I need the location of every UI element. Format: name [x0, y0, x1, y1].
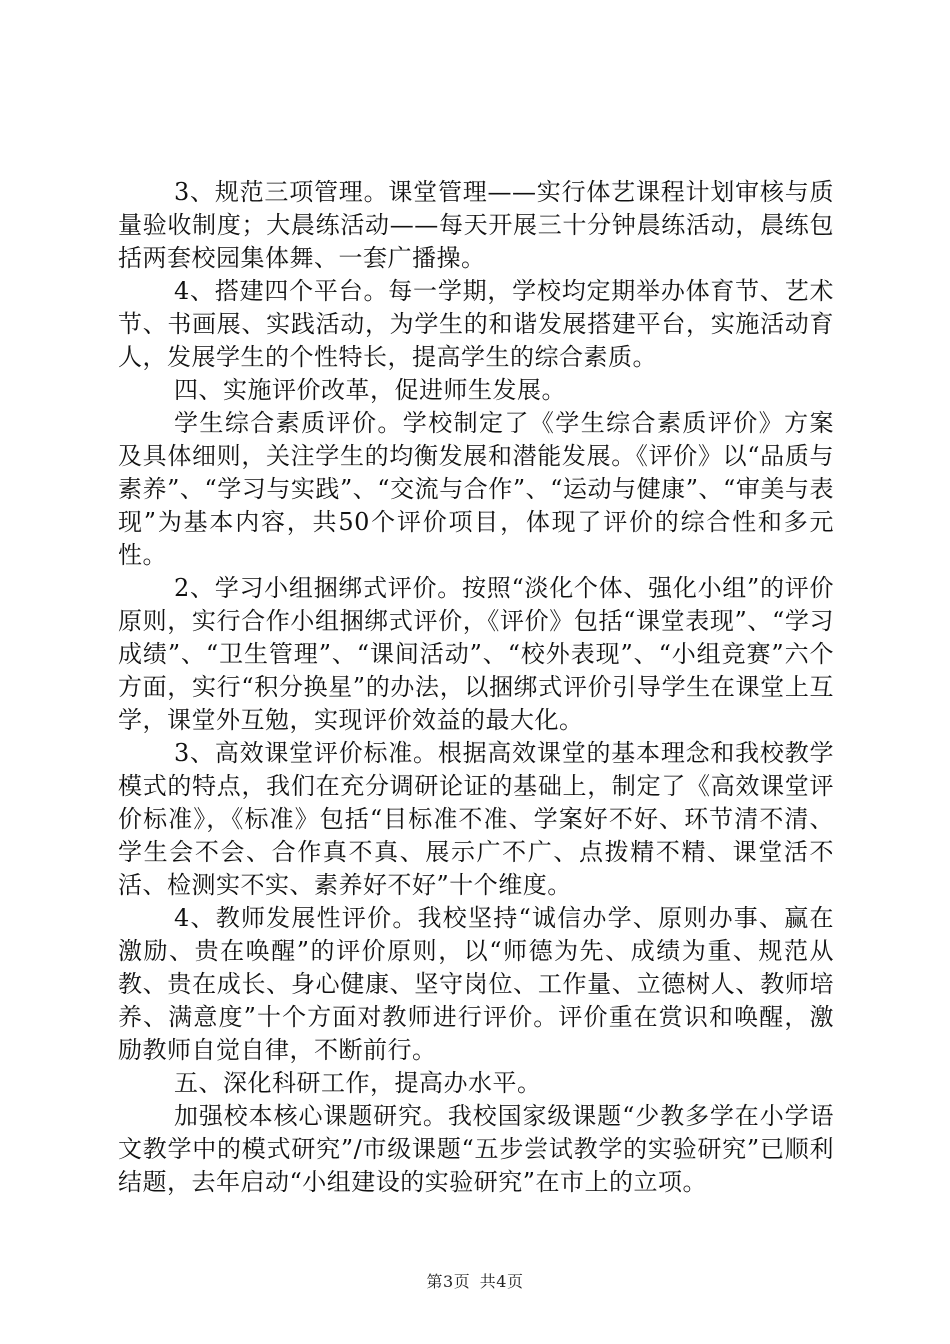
paragraph-teacher-evaluation: 4、教师发展性评价。我校坚持“诚信办学、原则办事、赢在激励、贵在唤醒”的评价原则，以“师德为先、成绩为重、规范从教、贵在成长、身心健康、坚守岗位、工作量、立德树人、教师培养、满意度”十个方面对教师进行评价。评价重在赏识和唤醒，激励教师自觉自律，不断前行。	[118, 904, 834, 1064]
paragraph-classroom-standard: 3、高效课堂评价标准。根据高效课堂的基本理念和我校教学模式的特点，我们在充分调研论证的基础上，制定了《高效课堂评价标准》，《标准》包括“目标准不准、学案好不好、环节清不清、学生会不会、合作真不真、展示广不广、点拨精不精、课堂活不活、检测实不实、素养好不好”十个维度。	[118, 739, 834, 899]
paragraph-group-evaluation: 2、学习小组捆绑式评价。按照“淡化个体、强化小组”的评价原则，实行合作小组捆绑式评价，《评价》包括“课堂表现”、“学习成绩”、“卫生管理”、“课间活动”、“校外表现”、“小组竞赛”六个方面，实行“积分换星”的办法，以捆绑式评价引导学生在课堂上互学，课堂外互勉，实现评价效益的最大化。	[118, 574, 834, 734]
page-total: 共4页	[479, 1272, 524, 1291]
document-body	[118, 176, 834, 1199]
page-footer	[0, 1272, 950, 1292]
paragraph-core-research: 加强校本核心课题研究。我校国家级课题“少教多学在小学语文教学中的模式研究”/市级课题“五步尝试教学的实验研究”已顺利结题，去年启动“小组建设的实验研究”在市上的立项。	[118, 1102, 834, 1196]
paragraph-sports-management: 3、规范三项管理。课堂管理——实行体艺课程计划审核与质量验收制度；大晨练活动——每天开展三十分钟晨练活动，晨练包括两套校园集体舞、一套广播操。	[118, 178, 834, 272]
section-heading-research: 五、深化科研工作，提高办水平。	[174, 1069, 542, 1097]
paragraph-student-quality-evaluation: 学生综合素质评价。学校制定了《学生综合素质评价》方案及具体细则，关注学生的均衡发展和潜能发展。《评价》以“品质与素养”、“学习与实践”、“交流与合作”、“运动与健康”、“审美与表现”为基本内容，共50个评价项目，体现了评价的综合性和多元性。	[118, 409, 834, 569]
section-heading-evaluation-reform: 四、实施评价改革，促进师生发展。	[174, 376, 566, 404]
page-number: 第3页	[426, 1272, 471, 1291]
paragraph-four-platforms: 4、搭建四个平台。每一学期，学校均定期举办体育节、艺术节、书画展、实践活动，为学生的和谐发展搭建平台，实施活动育人，发展学生的个性特长，提高学生的综合素质。	[118, 277, 834, 371]
